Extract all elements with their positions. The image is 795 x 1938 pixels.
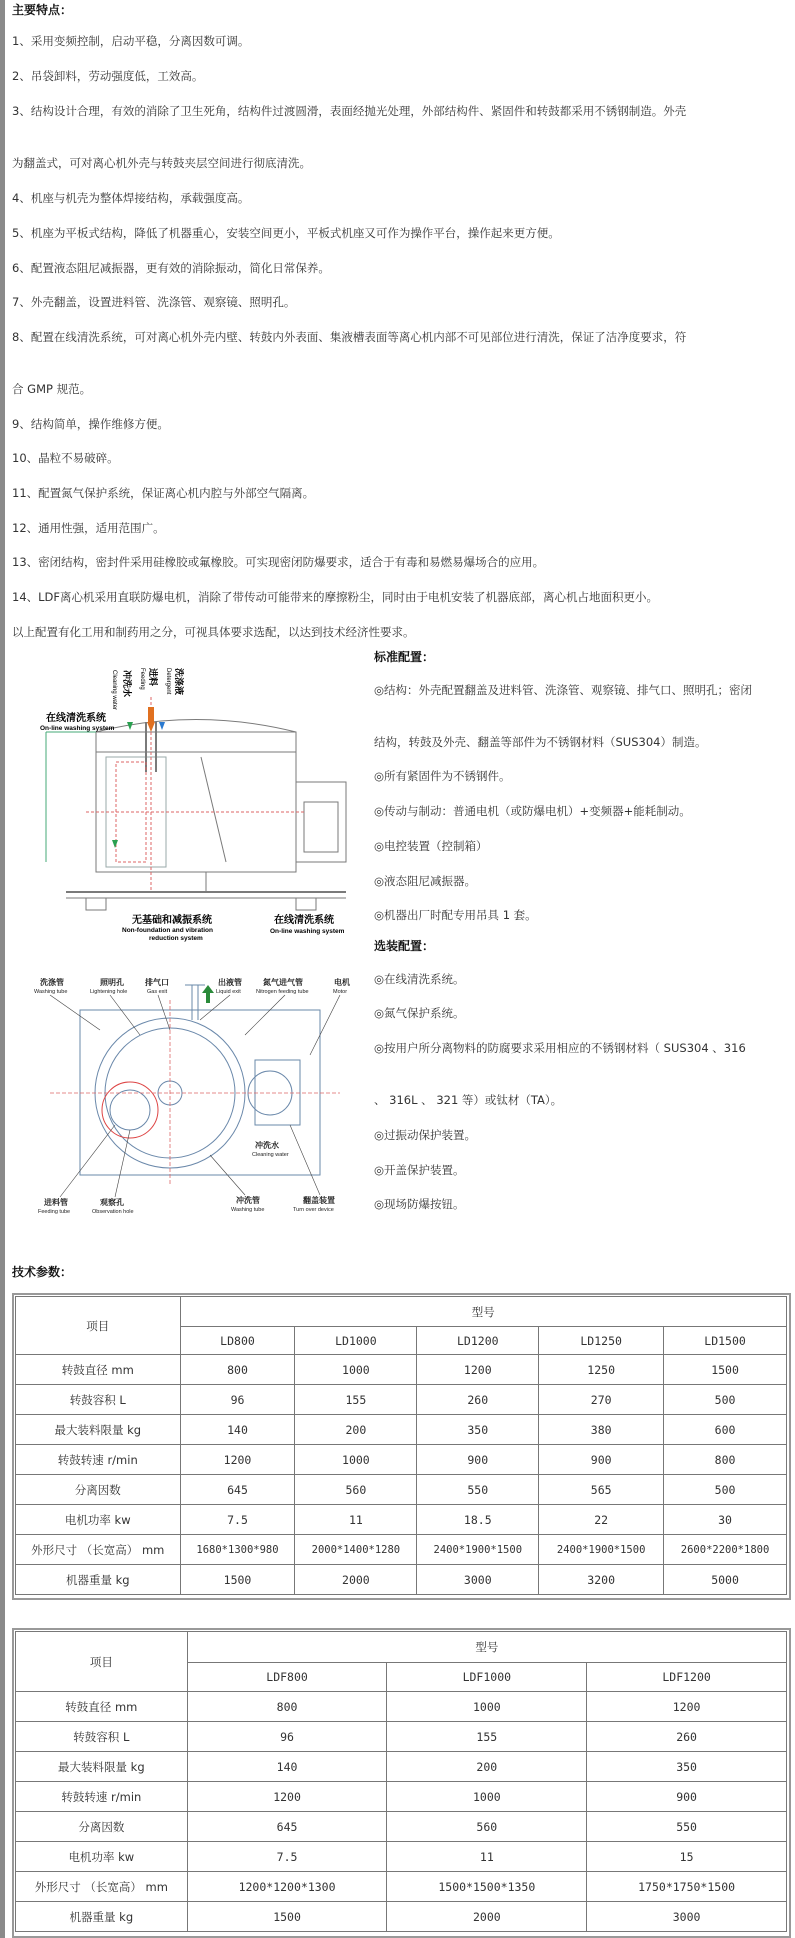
non-foundation-en2: reduction system xyxy=(149,935,203,942)
cell: 1200*1200*1300 xyxy=(187,1872,387,1902)
cell: 1000 xyxy=(295,1445,417,1475)
online-washing-cn: 在线清洗系统 xyxy=(46,713,106,724)
table2-model: LDF800 xyxy=(187,1663,387,1692)
cell: 7.5 xyxy=(180,1505,295,1535)
row-label: 外形尺寸 （长宽高） mm xyxy=(16,1872,188,1902)
cell: 2400*1900*1500 xyxy=(417,1535,539,1565)
label-cleaning-water-cn: 冲洗水 xyxy=(255,1141,279,1150)
label-liquid-exit-en: Liquid exit xyxy=(216,989,241,995)
row-label: 转鼓直径 mm xyxy=(16,1355,181,1385)
feeding-en: Feeding xyxy=(139,668,145,690)
cell: 2000 xyxy=(295,1565,417,1595)
cell: 200 xyxy=(295,1415,417,1445)
cell: 155 xyxy=(295,1385,417,1415)
row-label: 最大装料限量 kg xyxy=(16,1752,188,1782)
optional-item-2: ◎氮气保护系统。 xyxy=(374,1006,465,1020)
table-row xyxy=(16,1385,787,1415)
cell: 260 xyxy=(417,1385,539,1415)
cell: 1000 xyxy=(387,1782,587,1812)
centrifuge-side-view-diagram xyxy=(26,662,366,942)
table1-model: LD1000 xyxy=(295,1327,417,1355)
cell: 140 xyxy=(180,1415,295,1445)
row-label: 电机功率 kw xyxy=(16,1505,181,1535)
left-border xyxy=(0,0,5,1938)
cell: 800 xyxy=(664,1445,787,1475)
table-row xyxy=(16,1535,787,1565)
cell: 1500*1500*1350 xyxy=(387,1872,587,1902)
optional-config-title: 选装配置： xyxy=(374,939,435,953)
row-label: 转鼓转速 r/min xyxy=(16,1782,188,1812)
label-washing-tube-en: Washing tube xyxy=(34,989,68,995)
cell: 500 xyxy=(664,1385,787,1415)
cell: 560 xyxy=(387,1812,587,1842)
cell: 1200 xyxy=(417,1355,539,1385)
row-label: 转鼓直径 mm xyxy=(16,1692,188,1722)
optional-item-3: ◎按用户所分离物料的防腐要求采用相应的不锈钢材料（ SUS304 、316 xyxy=(374,1041,746,1055)
cell: 2000*1400*1280 xyxy=(295,1535,417,1565)
cell: 3000 xyxy=(417,1565,539,1595)
feature-5: 5、机座为平板式结构，降低了机器重心，安装空间更小，平板式机座又可作为操作平台，操作起来更方便。 xyxy=(12,226,560,240)
table1-item-header: 项目 xyxy=(16,1297,181,1355)
standard-item-6: ◎机器出厂时配专用吊具 1 套。 xyxy=(374,908,537,922)
feature-7: 7、外壳翻盖，设置进料管、洗涤管、观察镜、照明孔。 xyxy=(12,295,296,309)
feature-9: 9、结构简单，操作维修方便。 xyxy=(12,417,169,431)
cell: 15 xyxy=(587,1842,787,1872)
cell: 550 xyxy=(587,1812,787,1842)
spec-table-ldf xyxy=(15,1631,787,1932)
table2-item-header: 项目 xyxy=(16,1632,188,1692)
feature-3: 3、结构设计合理，有效的消除了卫生死角，结构件过渡圆滑，表面经抛光处理，外部结构件、紧固件和转鼓都采用不锈钢制造。外壳 xyxy=(12,104,687,118)
table-row xyxy=(16,1872,787,1902)
cell: 155 xyxy=(387,1722,587,1752)
features-note: 以上配置有化工用和制药用之分，可视具体要求选配，以达到技术经济性要求。 xyxy=(12,625,415,639)
cell: 3200 xyxy=(539,1565,664,1595)
label-nitrogen-en: Nitrogen feeding tube xyxy=(256,989,309,995)
table1-model: LD800 xyxy=(180,1327,295,1355)
table-row xyxy=(16,1505,787,1535)
table2-model: LDF1200 xyxy=(587,1663,787,1692)
optional-item-4: ◎过振动保护装置。 xyxy=(374,1128,477,1142)
row-label: 转鼓容积 L xyxy=(16,1385,181,1415)
cell: 350 xyxy=(587,1752,787,1782)
row-label: 转鼓容积 L xyxy=(16,1722,188,1752)
cell: 1500 xyxy=(180,1565,295,1595)
cell: 1200 xyxy=(187,1782,387,1812)
cell: 200 xyxy=(387,1752,587,1782)
cell: 1000 xyxy=(295,1355,417,1385)
label-motor-en: Motor xyxy=(333,989,348,995)
table2-model: LDF1000 xyxy=(387,1663,587,1692)
cell: 900 xyxy=(417,1445,539,1475)
row-label: 最大装料限量 kg xyxy=(16,1415,181,1445)
row-label: 外形尺寸 （长宽高） mm xyxy=(16,1535,181,1565)
spec-table-ld xyxy=(15,1296,787,1595)
feature-3-cont: 为翻盖式，可对离心机外壳与转鼓夹层空间进行彻底清洗。 xyxy=(12,156,311,170)
features-title: 主要特点： xyxy=(12,3,73,17)
optional-item-1: ◎在线清洗系统。 xyxy=(374,972,465,986)
label-motor-cn: 电机 xyxy=(334,978,350,987)
cell: 560 xyxy=(295,1475,417,1505)
non-foundation-en1: Non-foundation and vibration xyxy=(122,927,213,934)
online-washing-en: On-line washing system xyxy=(40,725,115,732)
table-row xyxy=(16,1782,787,1812)
cell: 645 xyxy=(180,1475,295,1505)
label-observation-hole-cn: 观察孔 xyxy=(100,1198,124,1207)
cell: 2000 xyxy=(387,1902,587,1932)
row-label: 分离因数 xyxy=(16,1475,181,1505)
cell: 800 xyxy=(180,1355,295,1385)
row-label: 分离因数 xyxy=(16,1812,188,1842)
feature-13: 13、密闭结构，密封件采用硅橡胶或氟橡胶。可实现密闭防爆要求，适合于有毒和易燃易爆场合的应用。 xyxy=(12,555,545,569)
cell: 900 xyxy=(539,1445,664,1475)
table1-model: LD1500 xyxy=(664,1327,787,1355)
label-washing-tube2-en: Washing tube xyxy=(231,1207,265,1213)
row-label: 机器重量 kg xyxy=(16,1902,188,1932)
label-lightening-hole-cn: 照明孔 xyxy=(100,978,124,987)
table-row xyxy=(16,1722,787,1752)
feature-6: 6、配置液态阻尼减振器，更有效的消除振动，简化日常保养。 xyxy=(12,261,330,275)
table-row xyxy=(16,1355,787,1385)
cell: 3000 xyxy=(587,1902,787,1932)
table-row xyxy=(16,1692,787,1722)
online-washing2-cn: 在线清洗系统 xyxy=(274,915,334,926)
table1-model: LD1200 xyxy=(417,1327,539,1355)
cell: 270 xyxy=(539,1385,664,1415)
cell: 30 xyxy=(664,1505,787,1535)
feature-12: 12、通用性强，适用范围广。 xyxy=(12,521,165,535)
cell: 11 xyxy=(295,1505,417,1535)
optional-item-5: ◎开盖保护装置。 xyxy=(374,1163,465,1177)
label-cleaning-water-en: Cleaning water xyxy=(252,1152,289,1158)
standard-item-4: ◎电控装置（控制箱） xyxy=(374,839,488,853)
table-row xyxy=(16,1445,787,1475)
label-turn-over-en: Turn over device xyxy=(293,1207,334,1213)
table2-model-header: 型号 xyxy=(187,1632,786,1663)
cell: 22 xyxy=(539,1505,664,1535)
cell: 800 xyxy=(187,1692,387,1722)
cleaning-water-cn: 冲洗水 xyxy=(122,670,132,698)
table-row xyxy=(16,1842,787,1872)
cell: 645 xyxy=(187,1812,387,1842)
cell: 5000 xyxy=(664,1565,787,1595)
row-label: 转鼓转速 r/min xyxy=(16,1445,181,1475)
label-nitrogen-cn: 氮气进气管 xyxy=(263,978,303,987)
label-washing-tube2-cn: 冲洗管 xyxy=(236,1196,260,1205)
cell: 260 xyxy=(587,1722,787,1752)
label-washing-tube-cn: 洗涤管 xyxy=(40,978,64,987)
centrifuge-top-view-diagram xyxy=(20,975,360,1225)
cell: 1750*1750*1500 xyxy=(587,1872,787,1902)
cell: 500 xyxy=(664,1475,787,1505)
cell: 1500 xyxy=(187,1902,387,1932)
table-row xyxy=(16,1475,787,1505)
feature-10: 10、晶粒不易破碎。 xyxy=(12,451,119,465)
cell: 565 xyxy=(539,1475,664,1505)
detergent-en: Detergent xyxy=(165,668,171,695)
cell: 2400*1900*1500 xyxy=(539,1535,664,1565)
cell: 380 xyxy=(539,1415,664,1445)
cell: 140 xyxy=(187,1752,387,1782)
feature-14: 14、LDF离心机采用直联防爆电机，消除了带传动可能带来的摩擦粉尘，同时由于电机安装了机器底部，离心机占地面积更小。 xyxy=(12,590,659,604)
row-label: 电机功率 kw xyxy=(16,1842,188,1872)
cell: 600 xyxy=(664,1415,787,1445)
standard-item-5: ◎液态阻尼减振器。 xyxy=(374,874,477,888)
cell: 96 xyxy=(180,1385,295,1415)
standard-item-2: ◎所有紧固件为不锈钢件。 xyxy=(374,769,511,783)
optional-item-3-cont: 、 316L 、 321 等）或钛材（TA）。 xyxy=(374,1093,563,1107)
table-row xyxy=(16,1902,787,1932)
cell: 1250 xyxy=(539,1355,664,1385)
optional-item-6: ◎现场防爆按钮。 xyxy=(374,1197,465,1211)
cell: 1500 xyxy=(664,1355,787,1385)
feature-4: 4、机座与机壳为整体焊接结构，承载强度高。 xyxy=(12,191,250,205)
row-label: 机器重量 kg xyxy=(16,1565,181,1595)
cell: 96 xyxy=(187,1722,387,1752)
cell: 7.5 xyxy=(187,1842,387,1872)
label-liquid-exit-cn: 出液管 xyxy=(218,978,242,987)
table-row xyxy=(16,1752,787,1782)
cell: 900 xyxy=(587,1782,787,1812)
cell: 1200 xyxy=(180,1445,295,1475)
table1-model-header: 型号 xyxy=(180,1297,786,1327)
label-observation-hole-en: Observation hole xyxy=(92,1209,134,1215)
label-gas-exit-cn: 排气口 xyxy=(145,978,169,987)
non-foundation-cn: 无基础和减振系统 xyxy=(132,915,212,926)
feature-1: 1、采用变频控制，启动平稳，分离因数可调。 xyxy=(12,34,250,48)
table-row xyxy=(16,1812,787,1842)
label-feeding-tube-en: Feeding tube xyxy=(38,1209,71,1215)
feature-11: 11、配置氮气保护系统，保证离心机内腔与外部空气隔离。 xyxy=(12,486,315,500)
feature-2: 2、吊袋卸料，劳动强度低，工效高。 xyxy=(12,69,204,83)
label-lightening-hole-en: Lightening hole xyxy=(90,989,128,995)
table1-model: LD1250 xyxy=(539,1327,664,1355)
feature-8-cont: 合 GMP 规范。 xyxy=(12,382,92,396)
label-feeding-tube-cn: 进料管 xyxy=(44,1198,68,1207)
cell: 1000 xyxy=(387,1692,587,1722)
standard-config-title: 标准配置： xyxy=(374,650,435,664)
feeding-cn: 进料 xyxy=(148,668,158,687)
label-gas-exit-en: Gas exit xyxy=(147,989,168,995)
tech-params-title: 技术参数： xyxy=(12,1265,73,1279)
cell: 350 xyxy=(417,1415,539,1445)
online-washing2-en: On-line washing system xyxy=(270,928,345,935)
standard-item-1-cont: 结构，转鼓及外壳、翻盖等部件为不锈钢材料（SUS304）制造。 xyxy=(374,735,707,749)
table-row xyxy=(16,1565,787,1595)
cell: 550 xyxy=(417,1475,539,1505)
standard-item-3: ◎传动与制动：普通电机（或防爆电机）+变频器+能耗制动。 xyxy=(374,804,691,818)
table-row xyxy=(16,1415,787,1445)
detergent-cn: 洗涤液 xyxy=(174,668,184,696)
cell: 18.5 xyxy=(417,1505,539,1535)
feature-8: 8、配置在线清洗系统，可对离心机外壳内壁、转鼓内外表面、集液槽表面等离心机内部不可见部位进行清洗，保证了洁净度要求，符 xyxy=(12,330,687,344)
cleaning-water-en: Cleaning water xyxy=(111,670,117,711)
cell: 1200 xyxy=(587,1692,787,1722)
cell: 11 xyxy=(387,1842,587,1872)
label-turn-over-cn: 翻盖装置 xyxy=(303,1196,335,1205)
standard-item-1: ◎结构：外壳配置翻盖及进料管、洗涤管、观察镜、排气口、照明孔；密闭 xyxy=(374,683,753,697)
cell: 1680*1300*980 xyxy=(180,1535,295,1565)
cell: 2600*2200*1800 xyxy=(664,1535,787,1565)
